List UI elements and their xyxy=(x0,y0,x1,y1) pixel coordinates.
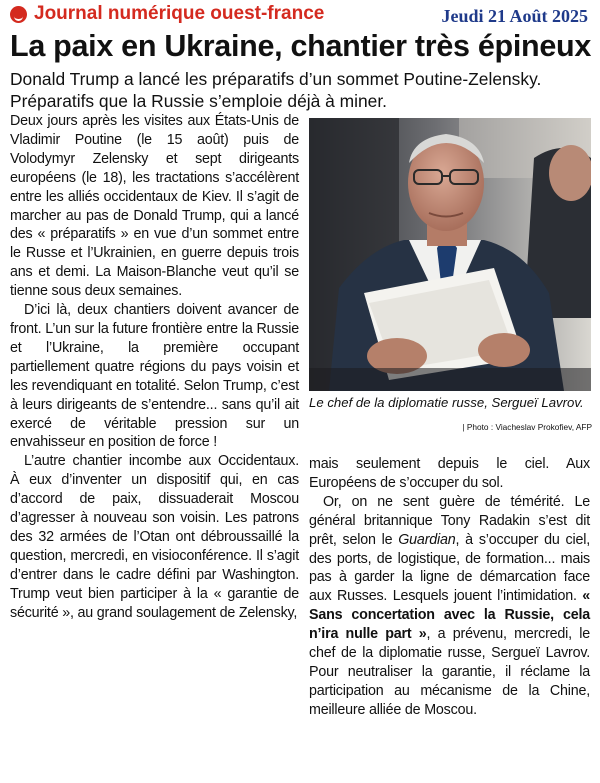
lavrov-quote: « Sans concertation avec la Russie, cela n’ira nulle part » xyxy=(309,588,590,643)
page-header xyxy=(0,0,600,30)
photo-credit: | Photo : Viacheslav Prokofiev, AFP xyxy=(462,422,592,432)
paragraph-1: Deux jours après les visites aux États-Unis de Vladimir Poutine (le 15 août) puis de Volodymyr Zelensky et sept dirigeants européens (le 18), les tractations s’accélèrent entre les alliés occidentaux de Kiev. Il s’agit de marcher au pas de Donald Trump, qui a lancé des « préparatifs » en vue d’un sommet entre le Russe et l’Ukrainien, en guerre depuis trois ans et demi. La Maison-Blanche veut qu’il se tienne sous deux semaines. xyxy=(10,113,299,300)
lavrov-photo-illustration xyxy=(309,118,591,391)
paragraph-4: mais seulement depuis le ciel. Aux Européens de s’occuper du sol. xyxy=(309,456,590,491)
paragraph-3: L’autre chantier incombe aux Occidentaux. À eux d’inventer un dispositif qui, en cas d’accord de paix, dissuaderait Moscou d’agresser à nouveau son voisin. Les patrons des 32 armées de l’Otan ont débroussaillé la question, mercredi, en visioconférence. Il s’agit d’entrer dans le cadre défini par Washington. Trump veut bien participer à la « garantie de sécurité », au grand soulagement de Zelensky, xyxy=(10,453,299,621)
article-headline: La paix en Ukraine, chantier très épineux xyxy=(10,29,591,63)
paragraph-2: D’ici là, deux chantiers doivent avancer de front. L’un sur la future frontière entre la Russie et l’Ukraine, la première occupant partiellement quatre régions du pays voisin et les revendiquant en totalité. Selon Trump, c’est à leurs dirigeants de s’entendre... sans qu’il ait exercé de véritable pression sur un envahisseur en position de force ! xyxy=(10,302,299,451)
paragraph-5 xyxy=(309,493,590,720)
photo-caption: Le chef de la diplomatie russe, Sergueï Lavrov. xyxy=(309,395,584,410)
paragraph-5-part-a: Or, on ne sent guère de témérité. Le général britannique Tony Radakin s’est dit prêt, selon le xyxy=(309,493,590,548)
article-photo xyxy=(309,118,591,391)
paragraph-5-part-c: , a prévenu, mercredi, le chef de la diplomatie russe, Sergueï Lavrov. Pour neutraliser la garantie, il réclame la participation au mécanisme de la Chine, meilleure alliée de Moscou. xyxy=(309,626,590,718)
article-subhead: Donald Trump a lancé les préparatifs d’un sommet Poutine-Zelensky. Préparatifs que la Russie s’emploie déjà à miner. xyxy=(10,69,542,111)
ouest-france-logo-icon xyxy=(10,6,27,23)
article-column-left xyxy=(10,112,299,622)
guardian-reference: Guardian xyxy=(398,531,456,548)
paragraph-5-part-b: , à s’occuper du ciel, des ports, de logistique, de formation... mais pas à garder la ligne de démarcation face aux Russes. Lesquels jouent l’intimidation. xyxy=(309,531,590,605)
issue-date: Jeudi 21 Août 2025 xyxy=(441,6,588,26)
journal-name: Journal numérique ouest-france xyxy=(34,3,325,24)
article-column-right xyxy=(309,455,590,720)
